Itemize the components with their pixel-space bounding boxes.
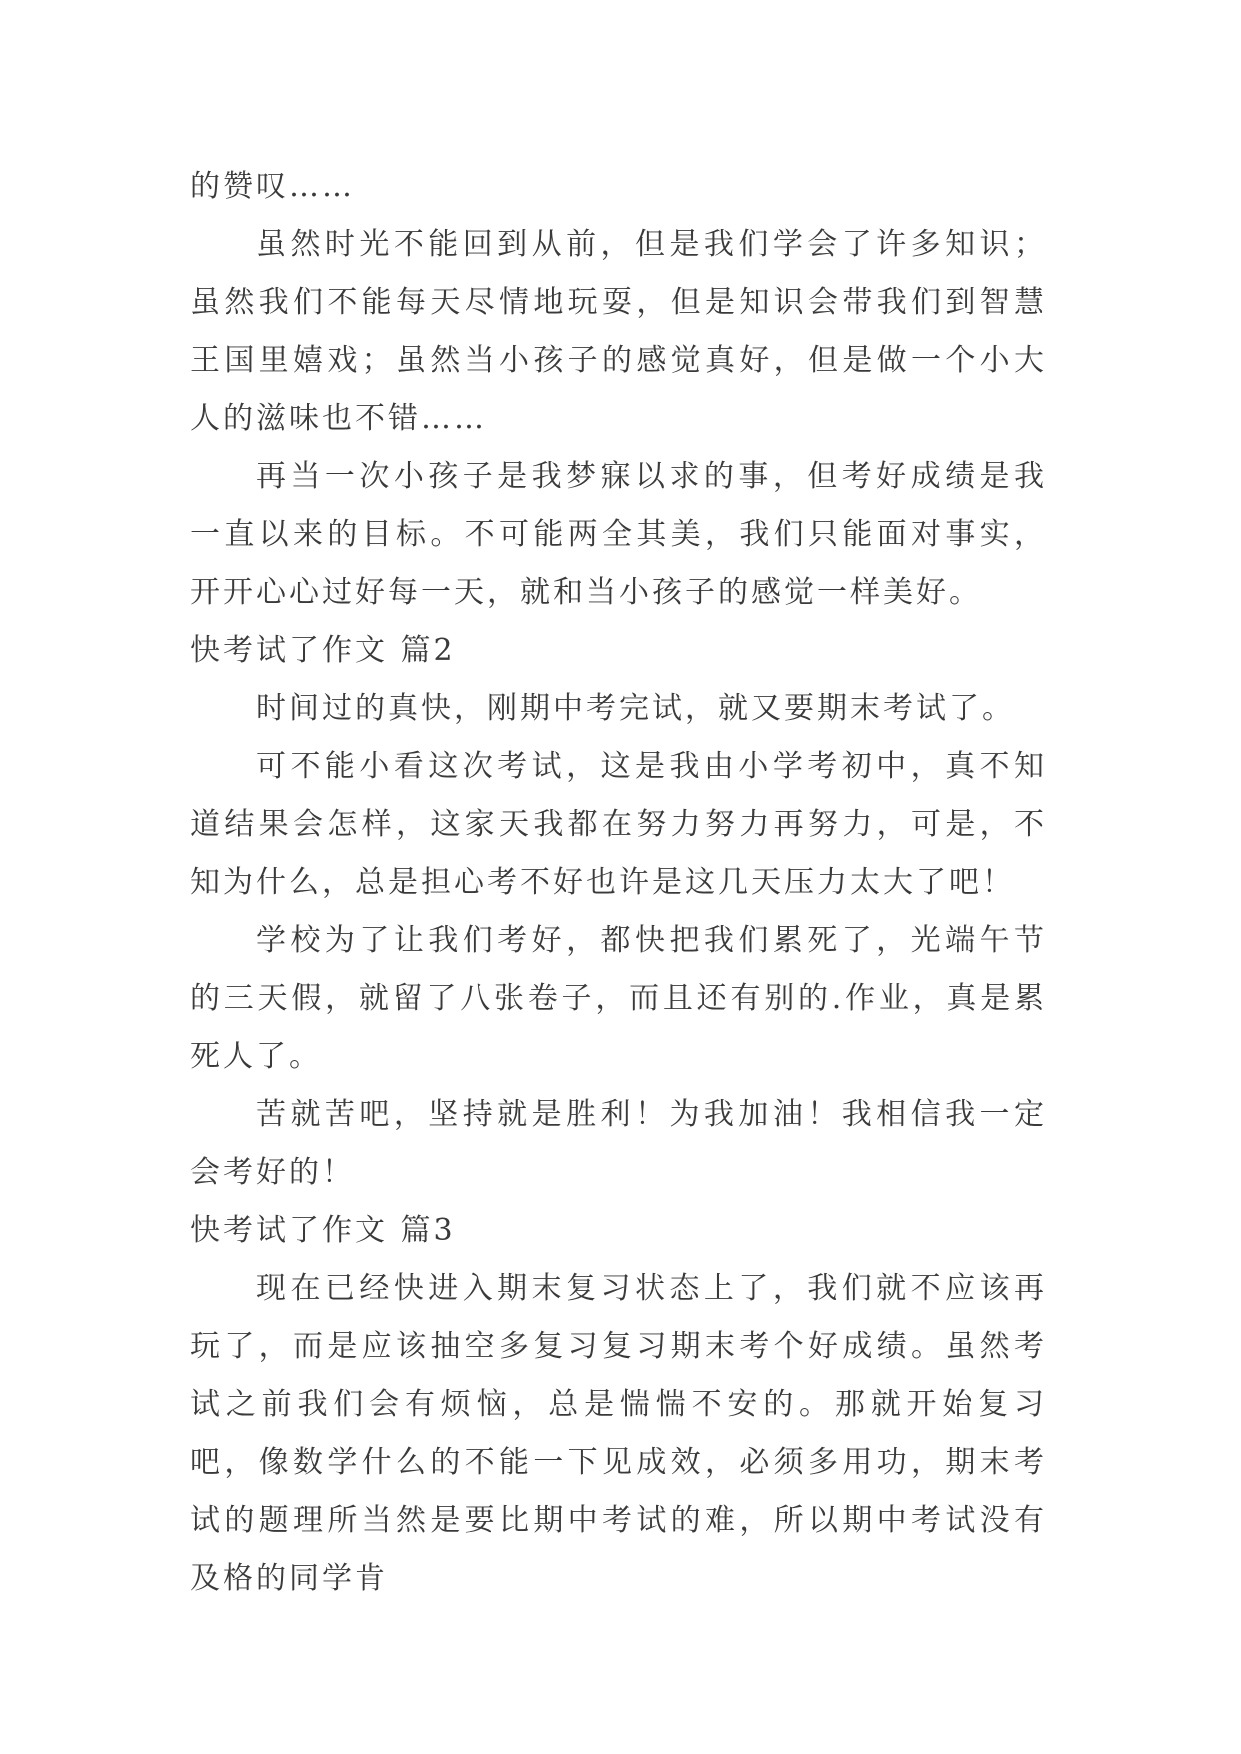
- paragraph: 苦就苦吧，坚持就是胜利！为我加油！我相信我一定会考好的！: [190, 1097, 1047, 1190]
- document-body: [190, 158, 1047, 1608]
- paragraph: 时间过的真快，刚期中考完试，就又要期末考试了。: [256, 691, 1015, 726]
- paragraph: 现在已经快进入期末复习状态上了，我们就不应该再玩了，而是应该抽空多复习复习期末考个好成绩。虽然考试之前我们会有烦恼，总是惴惴不安的。那就开始复习吧，像数学什么的不能一下见成效，必须多用功，期末考试的题理所当然是要比期中考试的难，所以期中考试没有及格的同学肯: [190, 1271, 1047, 1596]
- paragraph: 再当一次小孩子是我梦寐以求的事，但考好成绩是我一直以来的目标。不可能两全其美，我们只能面对事实，开开心心过好每一天，就和当小孩子的感觉一样美好。: [190, 459, 1047, 610]
- paragraph: 的赞叹……: [190, 169, 355, 204]
- essay-section-heading: 快考试了作文 篇3: [190, 1213, 456, 1248]
- paragraph: 可不能小看这次考试，这是我由小学考初中，真不知道结果会怎样，这家天我都在努力努力再努力，可是，不知为什么，总是担心考不好也许是这几天压力太大了吧！: [190, 749, 1047, 900]
- paragraph: 虽然时光不能回到从前，但是我们学会了许多知识；虽然我们不能每天尽情地玩耍，但是知识会带我们到智慧王国里嬉戏；虽然当小孩子的感觉真好，但是做一个小大人的滋味也不错……: [190, 227, 1047, 436]
- essay-section-heading: 快考试了作文 篇2: [190, 633, 456, 668]
- paragraph: 学校为了让我们考好，都快把我们累死了，光端午节的三天假，就留了八张卷子，而且还有别的.作业，真是累死人了。: [190, 923, 1047, 1074]
